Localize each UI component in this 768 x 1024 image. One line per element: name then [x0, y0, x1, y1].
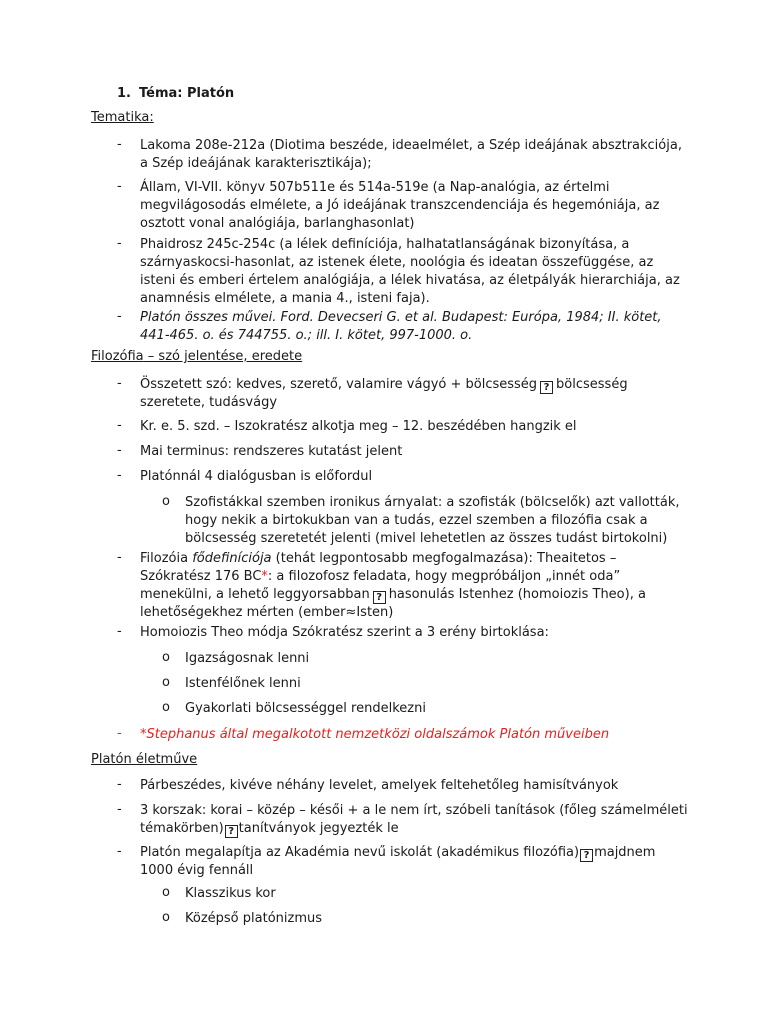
sub-bullet: o	[162, 494, 170, 509]
sub-bullet: o	[162, 675, 170, 690]
list-line: bölcsesség szeretetét jelenti (mivel lehetetlen az összes tudást birtokolni)	[185, 531, 668, 546]
sub-list-item	[185, 675, 301, 693]
list-item	[140, 179, 659, 233]
list-item	[140, 236, 680, 308]
list-line: Phaidrosz 245c-254c (a lélek definíciója, halhatatlanságának bizonyítása, a	[140, 237, 630, 252]
sub-list-item	[185, 650, 309, 668]
list-item	[140, 443, 402, 461]
sub-bullet: o	[162, 910, 170, 925]
list-line: 441-465. o. és 744755. o.; ill. I. kötet, 997-1000. o.	[140, 328, 473, 343]
list-item	[140, 844, 655, 880]
list-line: 1000 évig fennáll	[140, 863, 254, 878]
dash-bullet: -	[117, 376, 122, 391]
dash-bullet: -	[117, 844, 122, 859]
dash-bullet: -	[117, 236, 122, 251]
list-item	[140, 376, 628, 412]
section-label: Tematika	[91, 110, 150, 125]
missing-glyph-icon: ?	[580, 849, 593, 862]
list-line: Platón összes művei. Ford. Devecseri G. et al. Budapest: Európa, 1984; II. kötet,	[140, 310, 662, 325]
list-item	[140, 468, 372, 486]
list-line: Klasszikus kor	[185, 886, 276, 901]
list-item	[140, 802, 688, 838]
list-line: Platón megalapítja az Akadémia nevű iskolát (akadémikus filozófia)	[140, 845, 580, 860]
missing-glyph-icon: ?	[540, 381, 553, 394]
list-line: bölcsesség	[556, 377, 628, 392]
list-line: Mai terminus: rendszeres kutatást jelent	[140, 444, 403, 459]
dash-bullet: -	[117, 443, 122, 458]
footnote-marker: *	[261, 569, 268, 584]
section-label: Filozófia	[91, 349, 144, 364]
list-line: menekülni, a lehető leggyorsabban	[140, 587, 370, 602]
sub-bullet: o	[162, 885, 170, 900]
heading-text: Téma: Platón	[139, 86, 235, 101]
sub-bullet: o	[162, 650, 170, 665]
list-line: szárnyaskocsi-hasonlat, az istenek élete, noológia és ideatan összefüggése, az	[140, 255, 654, 270]
section-tematika	[91, 110, 154, 125]
list-line: isteni és emberi értelem analógiája, a lélek hivatása, az életpályák hierarchiája, az	[140, 273, 680, 288]
list-line: Kr. e. 5. szd. – Iszokratész alkotja meg – 12. beszédében hangzik el	[140, 419, 577, 434]
dash-bullet: -	[117, 802, 122, 817]
section-filozofia	[91, 349, 302, 364]
list-line: Istenfélőnek lenni	[185, 676, 301, 691]
list-line: Platónnál 4 dialógusban is előfordul	[140, 469, 373, 484]
sub-list-item	[185, 910, 322, 928]
list-line: Középső platónizmus	[185, 911, 322, 926]
list-item	[140, 418, 577, 436]
list-line: megvilágosodás elmélete, a Jó ideájának transzcendenciája és hegemóniája, az	[140, 198, 660, 213]
list-line: anamnésis elmélete, a mania 4., isteni faja).	[140, 291, 430, 306]
list-line: *Stephanus által megalkotott nemzetközi oldalszámok Platón műveiben	[140, 727, 610, 742]
list-line: Filozóia	[140, 551, 193, 566]
footnote-item	[140, 726, 609, 744]
section-suffix: – szó jelentése, eredete	[143, 349, 303, 364]
list-line: szeretete, tudásvágy	[140, 395, 278, 410]
dash-bullet: -	[117, 726, 122, 741]
list-line: tanítványok jegyezték le	[238, 821, 399, 836]
missing-glyph-icon: ?	[225, 825, 238, 838]
list-line: majdnem	[594, 845, 656, 860]
list-line: osztott vonal analógiája, barlanghasonlat)	[140, 216, 415, 231]
section-eletmu	[91, 752, 197, 767]
dash-bullet: -	[117, 137, 122, 152]
list-line: lehetőségekhez mérten (ember≈Isten)	[140, 605, 394, 620]
sub-list-item	[185, 494, 680, 548]
list-item	[140, 550, 646, 622]
list-line: Igazságosnak lenni	[185, 651, 310, 666]
sub-bullet: o	[162, 700, 170, 715]
italic-term: fődefiníciója	[192, 551, 272, 566]
dash-bullet: -	[117, 624, 122, 639]
list-line: Gyakorlati bölcsességgel rendelkezni	[185, 701, 426, 716]
list-line: Homoiozis Theo módja Szókratész szerint a 3 erény birtoklása:	[140, 625, 549, 640]
dash-bullet: -	[117, 309, 122, 324]
missing-glyph-icon: ?	[373, 591, 386, 604]
dash-bullet: -	[117, 179, 122, 194]
list-line: 3 korszak: korai – közép – késői + a le nem írt, szóbeli tanítások (főleg számelméleti	[140, 803, 688, 818]
page-title	[117, 86, 234, 101]
dash-bullet: -	[117, 468, 122, 483]
dash-bullet: -	[117, 418, 122, 433]
list-line: hasonulás Istenhez (homoiozis Theo), a	[388, 587, 646, 602]
list-line: Összetett szó: kedves, szerető, valamire vágyó + bölcsesség	[140, 377, 538, 392]
list-line: témakörben)	[140, 821, 224, 836]
list-line: Szókratész 176 BC	[140, 569, 262, 584]
list-item-reference	[140, 309, 662, 345]
list-line: Lakoma 208e-212a (Diotima beszéde, ideaelmélet, a Szép ideájának absztrakciója,	[140, 138, 682, 153]
list-item	[140, 137, 682, 173]
list-line: (tehát legpontosabb megfogalmazása): Theaitetos –	[271, 551, 617, 566]
list-line: : a filozofosz feladata, hogy megpróbáljon „innét oda”	[267, 569, 621, 584]
list-item	[140, 624, 549, 642]
list-line: a Szép ideájának karakterisztikája);	[140, 156, 372, 171]
section-label: Platón életműve	[91, 752, 198, 767]
dash-bullet: -	[117, 550, 122, 565]
list-line: Állam, VI-VII. könyv 507b511e és 514a-519e (a Nap-analógia, az értelmi	[140, 180, 610, 195]
list-line: hogy nekik a birtokukban van a tudás, ezzel szemben a filozófia csak a	[185, 513, 648, 528]
sub-list-item	[185, 700, 426, 718]
sub-list-item	[185, 885, 276, 903]
list-line: Párbeszédes, kivéve néhány levelet, amelyek feltehetőleg hamisítványok	[140, 778, 619, 793]
section-suffix: :	[149, 110, 154, 125]
list-item	[140, 777, 618, 795]
list-line: Szofistákkal szemben ironikus árnyalat: a szofisták (bölcselők) azt vallották,	[185, 495, 680, 510]
heading-number: 1.	[117, 86, 131, 101]
dash-bullet: -	[117, 777, 122, 792]
